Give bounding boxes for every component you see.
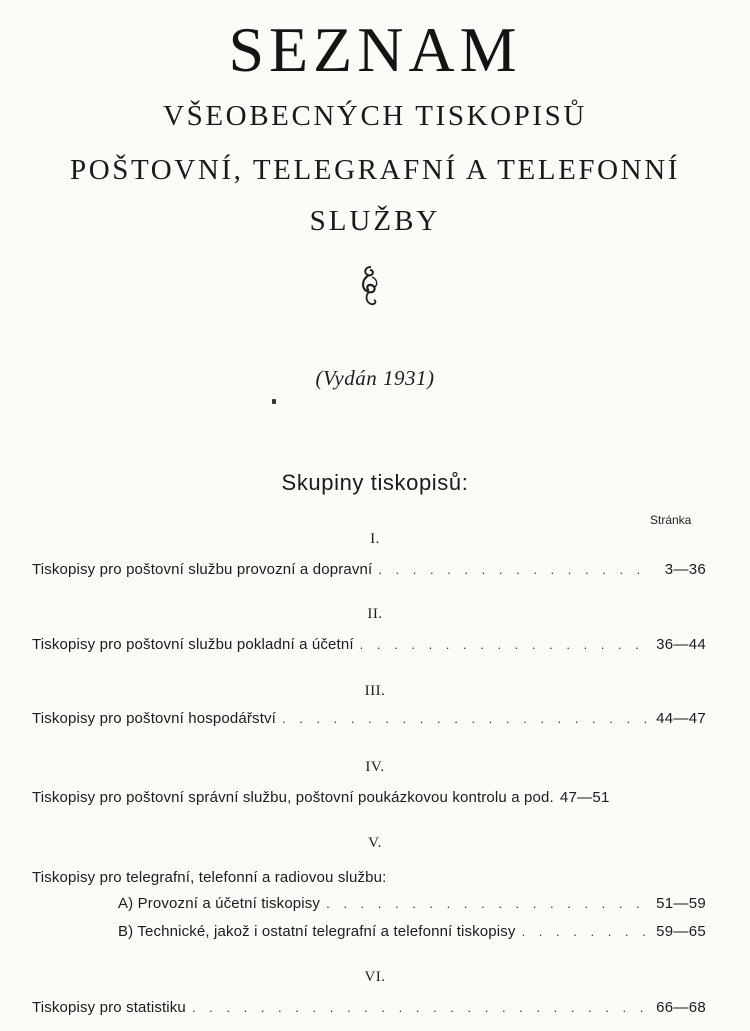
group-numeral: VI. <box>364 969 386 985</box>
group-numeral: III. <box>364 683 386 699</box>
toc-entry-pages: 51—59 <box>656 895 706 912</box>
toc-entry <box>32 789 706 811</box>
dot-leader <box>192 1000 648 1015</box>
subtitle-line-1: VŠEOBECNÝCH TISKOPISŮ <box>163 100 587 132</box>
subtitle-line-3: SLUŽBY <box>309 205 441 237</box>
toc-entry-pages: 44—47 <box>656 710 706 727</box>
print-speck <box>272 399 276 404</box>
page-column-label: Stránka <box>650 513 692 527</box>
toc-entry-label: A) Provozní a účetní tiskopisy <box>118 895 321 912</box>
dot-leader <box>326 896 648 911</box>
toc-entry-label: Tiskopisy pro poštovní službu pokladní a účetní <box>32 636 354 653</box>
group-numeral: IV. <box>365 759 385 775</box>
group-numeral: I. <box>370 531 380 547</box>
dot-leader <box>378 562 648 577</box>
toc-entry-label: Tiskopisy pro poštovní správní službu, poštovní poukázkovou kontrolu a pod. <box>32 789 554 806</box>
toc-subentry <box>118 895 706 917</box>
toc-entry <box>32 636 706 658</box>
groups-heading: Skupiny tiskopisů: <box>281 470 469 495</box>
toc-entry-label: Tiskopisy pro statistiku <box>32 999 186 1016</box>
toc-entry <box>32 999 706 1021</box>
toc-entry <box>32 710 706 732</box>
toc-entry-pages: 36—44 <box>656 636 706 653</box>
toc-subentry <box>118 923 706 945</box>
toc-entry-pages: 47—51 <box>559 789 610 806</box>
page-title: SEZNAM <box>228 14 522 85</box>
toc-entry-label: Tiskopisy pro poštovní hospodářství <box>32 710 276 727</box>
dot-leader <box>282 711 648 726</box>
subtitle-line-2: POŠTOVNÍ, TELEGRAFNÍ A TELEFONNÍ <box>69 154 681 186</box>
dot-leader <box>522 924 648 939</box>
dot-leader <box>360 637 648 652</box>
fleuron-ornament-icon <box>355 264 385 308</box>
toc-entry-pages: 3—36 <box>664 561 706 578</box>
toc-entry-pages: 59—65 <box>656 923 706 940</box>
group-numeral: II. <box>367 606 383 622</box>
toc-entry-pages: 66—68 <box>656 999 706 1016</box>
edition-note: (Vydán 1931) <box>315 366 435 390</box>
toc-entry-label: Tiskopisy pro poštovní službu provozní a dopravní <box>32 561 373 578</box>
toc-group-heading: Tiskopisy pro telegrafní, telefonní a radiovou službu: <box>32 869 387 886</box>
toc-entry <box>32 561 706 583</box>
toc-entry-label: B) Technické, jakož i ostatní telegrafní a telefonní tiskopisy <box>118 923 516 940</box>
group-numeral: V. <box>368 835 382 851</box>
